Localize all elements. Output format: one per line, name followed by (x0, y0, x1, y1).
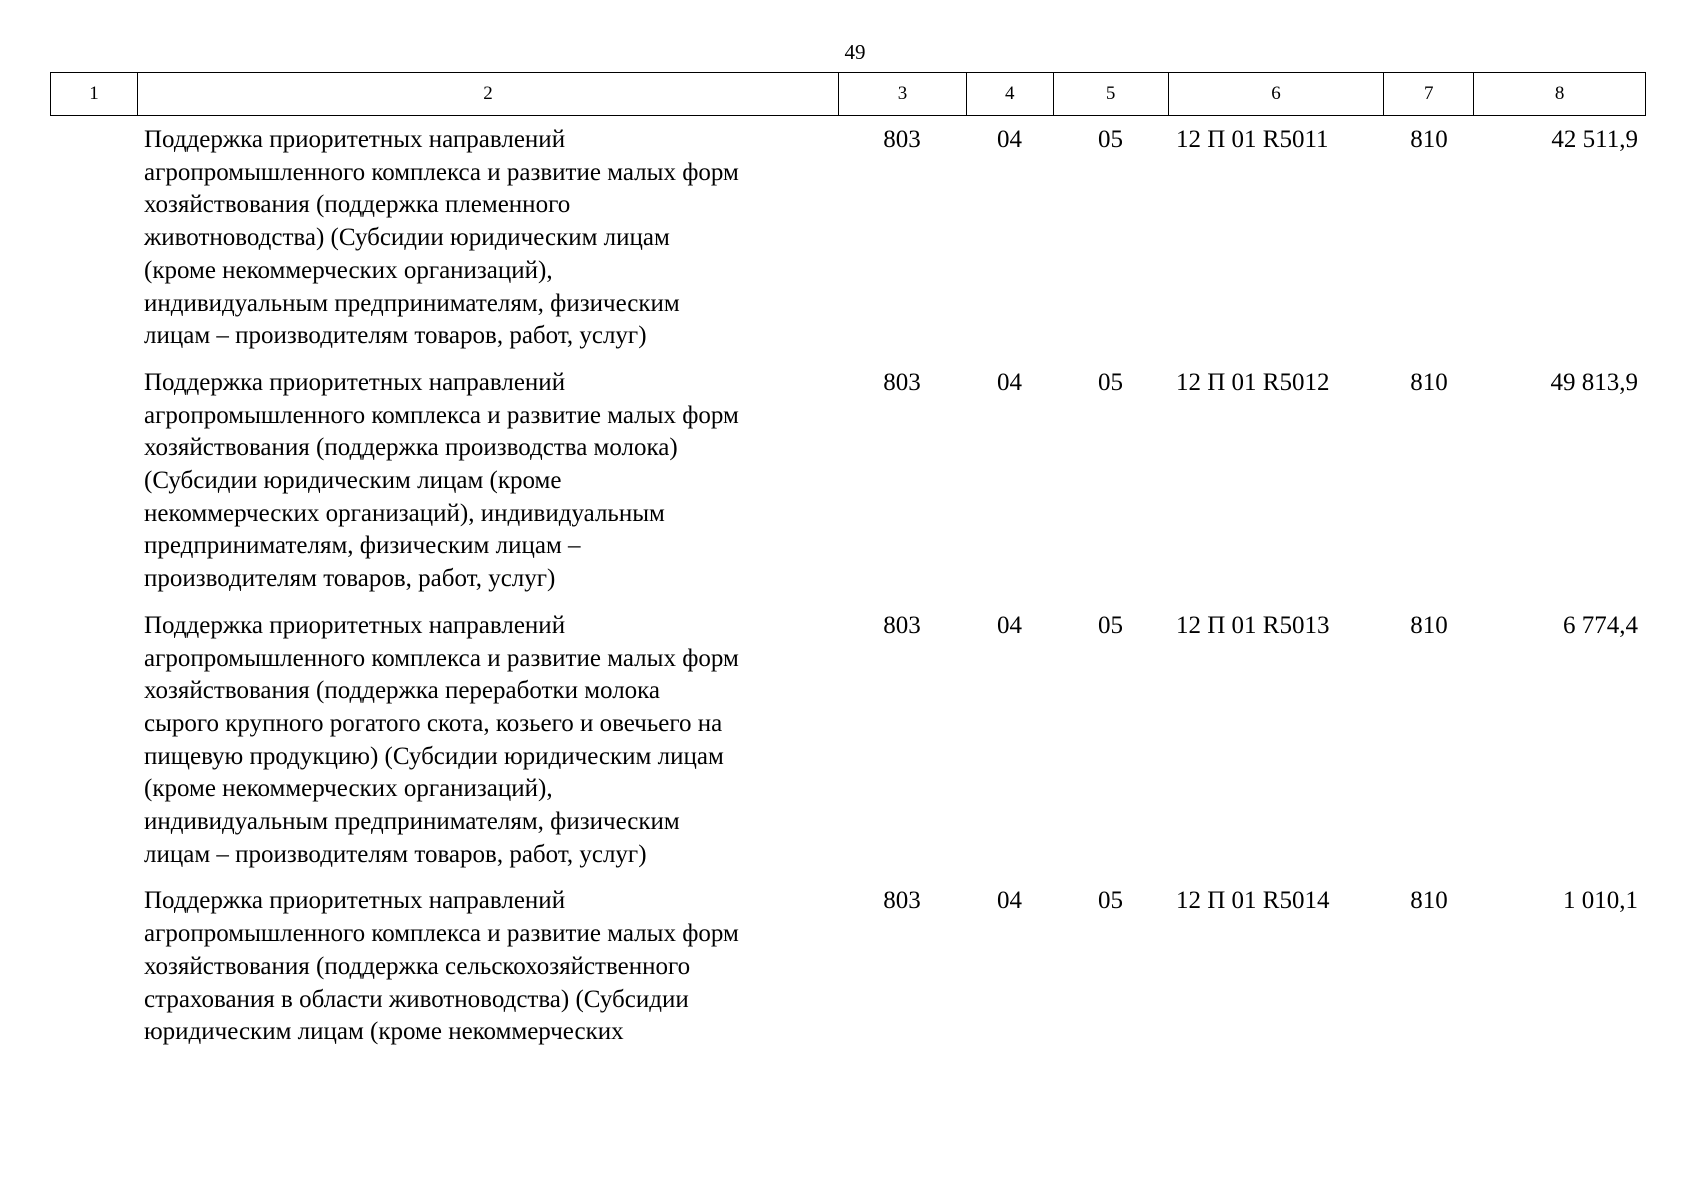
table-body (50, 124, 1646, 1063)
page-number: 49 (844, 40, 866, 64)
row-number-cell (50, 610, 136, 872)
row-subsection: 05 (1098, 368, 1123, 396)
row-description: Поддержка приоритетных направлений агропромышленного комплекса и развитие малых форм хозяйствования (поддержка производства молока) (Субсидии юридическим лицам (кроме некоммерческих организаций), индивидуальным предпринимателям, физическим лицам – производителям товаров, работ, услуг) (144, 368, 739, 593)
table-row (50, 885, 1646, 1049)
row-section: 04 (997, 887, 1022, 915)
row-subsection: 05 (1098, 126, 1123, 153)
row-amount: 1 010,1 (1563, 887, 1638, 915)
row-target-code: 12 П 01 R5013 (1176, 611, 1330, 639)
header-cell-7: 7 (1383, 73, 1473, 115)
row-target-code: 12 П 01 R5014 (1176, 887, 1330, 915)
row-description: Поддержка приоритетных направлений агропромышленного комплекса и развитие малых форм хозяйствования (поддержка сельскохозяйственного страхования в области животноводства) (Субсидии юридическим лицам (кроме некоммерческих (144, 887, 739, 1046)
table-row (50, 124, 1646, 353)
row-expense-type: 810 (1410, 611, 1448, 639)
table-row (50, 610, 1646, 872)
row-target-code: 12 П 01 R5011 (1176, 126, 1329, 153)
row-section: 04 (997, 126, 1022, 153)
header-cell-8: 8 (1473, 73, 1645, 115)
row-expense-type: 810 (1410, 368, 1448, 396)
row-amount: 42 511,9 (1551, 126, 1638, 153)
row-admin-code: 803 (883, 368, 921, 396)
table-header (50, 72, 1646, 116)
row-admin-code: 803 (883, 126, 921, 153)
row-number-cell (50, 367, 136, 596)
row-subsection: 05 (1098, 887, 1123, 915)
row-subsection: 05 (1098, 611, 1123, 639)
row-description: Поддержка приоритетных направлений агропромышленного комплекса и развитие малых форм хозяйствования (поддержка переработки молока сырого крупного рогатого скота, козьего и овечьего на пищевую продукцию) (Субсидии юридическим лицам (кроме некоммерческих организаций), индивидуальным предпринимателям, физическим лицам – производителям товаров, работ, услуг) (144, 611, 739, 868)
header-cell-4: 4 (966, 73, 1053, 115)
header-cell-6: 6 (1168, 73, 1384, 115)
row-expense-type: 810 (1410, 887, 1448, 915)
table-row (50, 367, 1646, 596)
row-admin-code: 803 (883, 611, 921, 639)
row-number-cell (50, 124, 136, 353)
row-amount: 49 813,9 (1550, 368, 1638, 396)
header-cell-3: 3 (838, 73, 966, 115)
row-target-code: 12 П 01 R5012 (1176, 368, 1330, 396)
row-section: 04 (997, 611, 1022, 639)
header-cell-2: 2 (137, 73, 838, 115)
row-admin-code: 803 (883, 887, 921, 915)
row-section: 04 (997, 368, 1022, 396)
header-cell-1: 1 (89, 83, 99, 104)
row-description: Поддержка приоритетных направлений агропромышленного комплекса и развитие малых форм хозяйствования (поддержка племенного животноводства) (Субсидии юридическим лицам (кроме некоммерческих организаций), индивидуальным предпринимателям, физическим лицам – производителям товаров, работ, услуг) (144, 126, 739, 350)
header-cell-5: 5 (1053, 73, 1168, 115)
row-amount: 6 774,4 (1563, 611, 1638, 639)
row-number-cell (50, 885, 136, 1049)
row-expense-type: 810 (1410, 126, 1448, 153)
